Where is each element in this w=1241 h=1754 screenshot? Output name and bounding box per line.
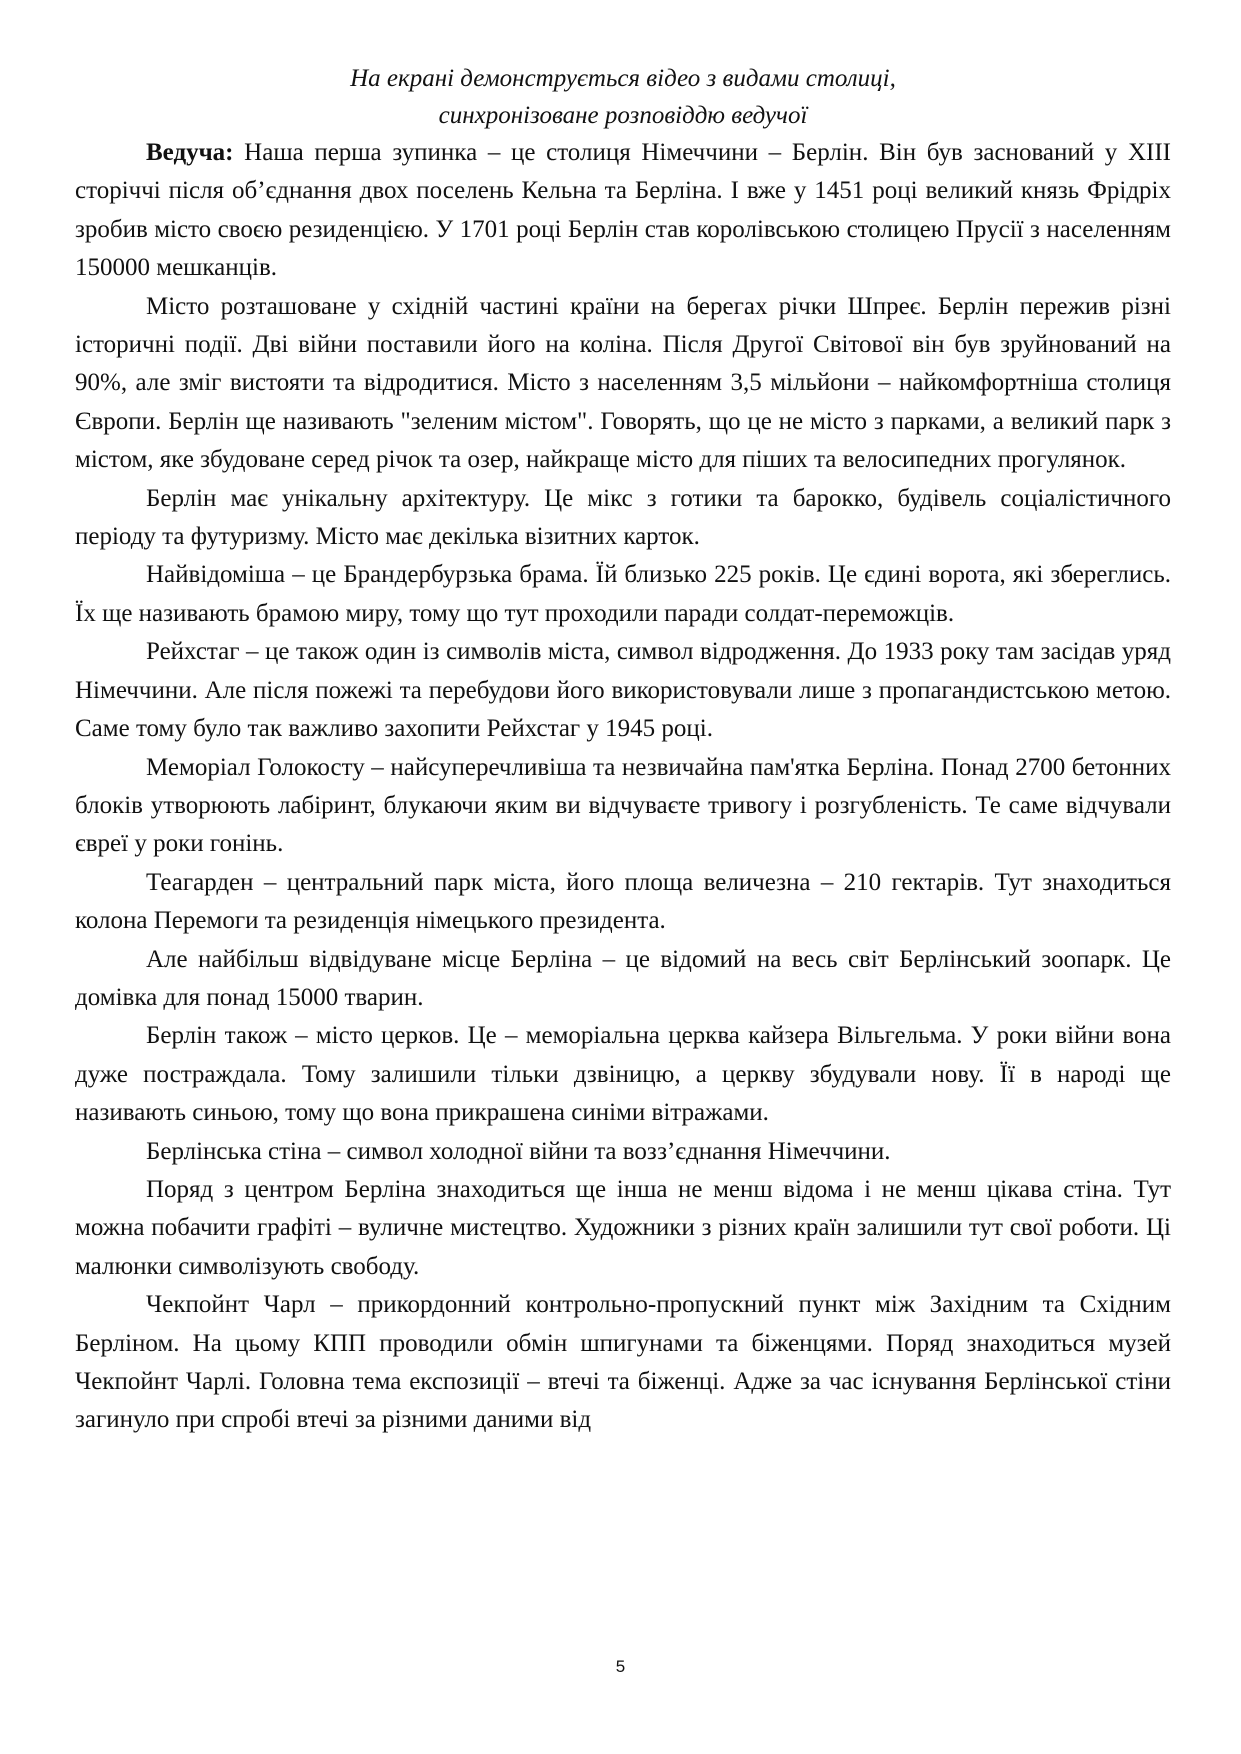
paragraph-graffiti-wall: Поряд з центром Берліна знаходиться ще інша не менш відома і не менш цікава стіна. Тут можна побачити графіті – вуличне мистецтво. Художники з різних країн залишили тут свої роботи. Ці малюнки символізують свободу.: [75, 1175, 1171, 1280]
paragraph-reichstag: Рейхстаг – це також один із символів міста, символ відродження. До 1933 року там засідав уряд Німеччини. Але після пожежі та перебудови його використовували лише з пропагандистською метою. Саме тому було так важливо захопити Рейхстаг у 1945 році.: [75, 638, 1171, 743]
paragraph-intro: [75, 134, 1171, 288]
paragraph-architecture: Берлін має унікальну архітектуру. Це мікс з готики та барокко, будівель соціалістичного періоду та футуризму. Місто має декілька візитних карток.: [75, 484, 1171, 551]
paragraph-holocaust-memorial: Меморіал Голокосту – найсуперечливіша та незвичайна пам'ятка Берліна. Понад 2700 бетонних блоків утворюють лабіринт, блукаючи яким ви відчуваєте тривогу і розгубленість. Те саме відчували євреї у роки гонінь.: [75, 753, 1171, 858]
paragraph-berlin-wall: Берлінська стіна – символ холодної війни та возз’єднання Німеччини.: [146, 1137, 891, 1165]
paragraph-brandenburg-gate: Найвідоміша – це Брандербурзька брама. Їй близько 225 років. Це єдині ворота, які збереглись. Їх ще називають брамою миру, тому що тут проходили паради солдат-переможців.: [75, 561, 1171, 627]
page-number: 5: [615, 1657, 626, 1676]
stage-direction-line-2: синхронізоване розповіддю ведучої: [438, 102, 808, 129]
document-page: [75, 60, 1171, 1440]
paragraph-text: Наша перша зупинка – це столиця Німеччини – Берлін. Він був заснований у XIII сторіччі після об’єднання двох поселень Кельна та Берліна. І вже у 1451 році великий князь Фрідріх зробив місто своєю резиденцією. У 1701 році Берлін став королівською столицею Прусії з населенням 150000 мешканців.: [75, 139, 1171, 282]
stage-direction-line-1: На екрані демонструється відео з видами столиці,: [350, 65, 896, 92]
paragraph-checkpoint-charlie: Чекпойнт Чарл – прикордонний контрольно-пропускний пункт між Західним та Східним Берліном. На цьому КПП проводили обмін шпигунами та біженцями. Поряд знаходиться музей Чекпойнт Чарлі. Головна тема експозиції – втечі та біженці. Адже за час існування Берлінської стіни загинуло при спробі втечі за різними даними від: [75, 1291, 1171, 1434]
paragraph-zoo: Але найбільш відвідуване місце Берліна – це відомий на весь світ Берлінський зоопарк. Це домівка для понад 15000 тварин.: [75, 945, 1171, 1011]
paragraph-tiergarten: Теагарден – центральний парк міста, його площа величезна – 210 гектарів. Тут знаходиться колона Перемоги та резиденція німецького президента.: [75, 868, 1171, 935]
paragraph-church: Берлін також – місто церков. Це – меморіальна церква кайзера Вільгельма. У роки війни вона дуже постраждала. Тому залишили тільки дзвіницю, а церкву збудували нову. Її в народі ще називають синьою, тому що вона прикрашена синіми вітражами.: [75, 1022, 1171, 1127]
speaker-label: Ведуча:: [146, 139, 234, 166]
paragraph-location: Місто розташоване у східній частині країни на берегах річки Шпреє. Берлін пережив різні історичні події. Дві війни поставили його на коліна. Після Другої Світової він був зруйнований на 90%, але зміг вистояти та відродитися. Місто з населенням 3,5 мільйони – найкомфортніша столиця Європи. Берлін ще називають "зеленим містом". Говорять, що це не місто з парками, а великий парк з містом, яке збудоване серед річок та озер, найкраще місто для піших та велосипедних прогулянок.: [75, 292, 1171, 474]
